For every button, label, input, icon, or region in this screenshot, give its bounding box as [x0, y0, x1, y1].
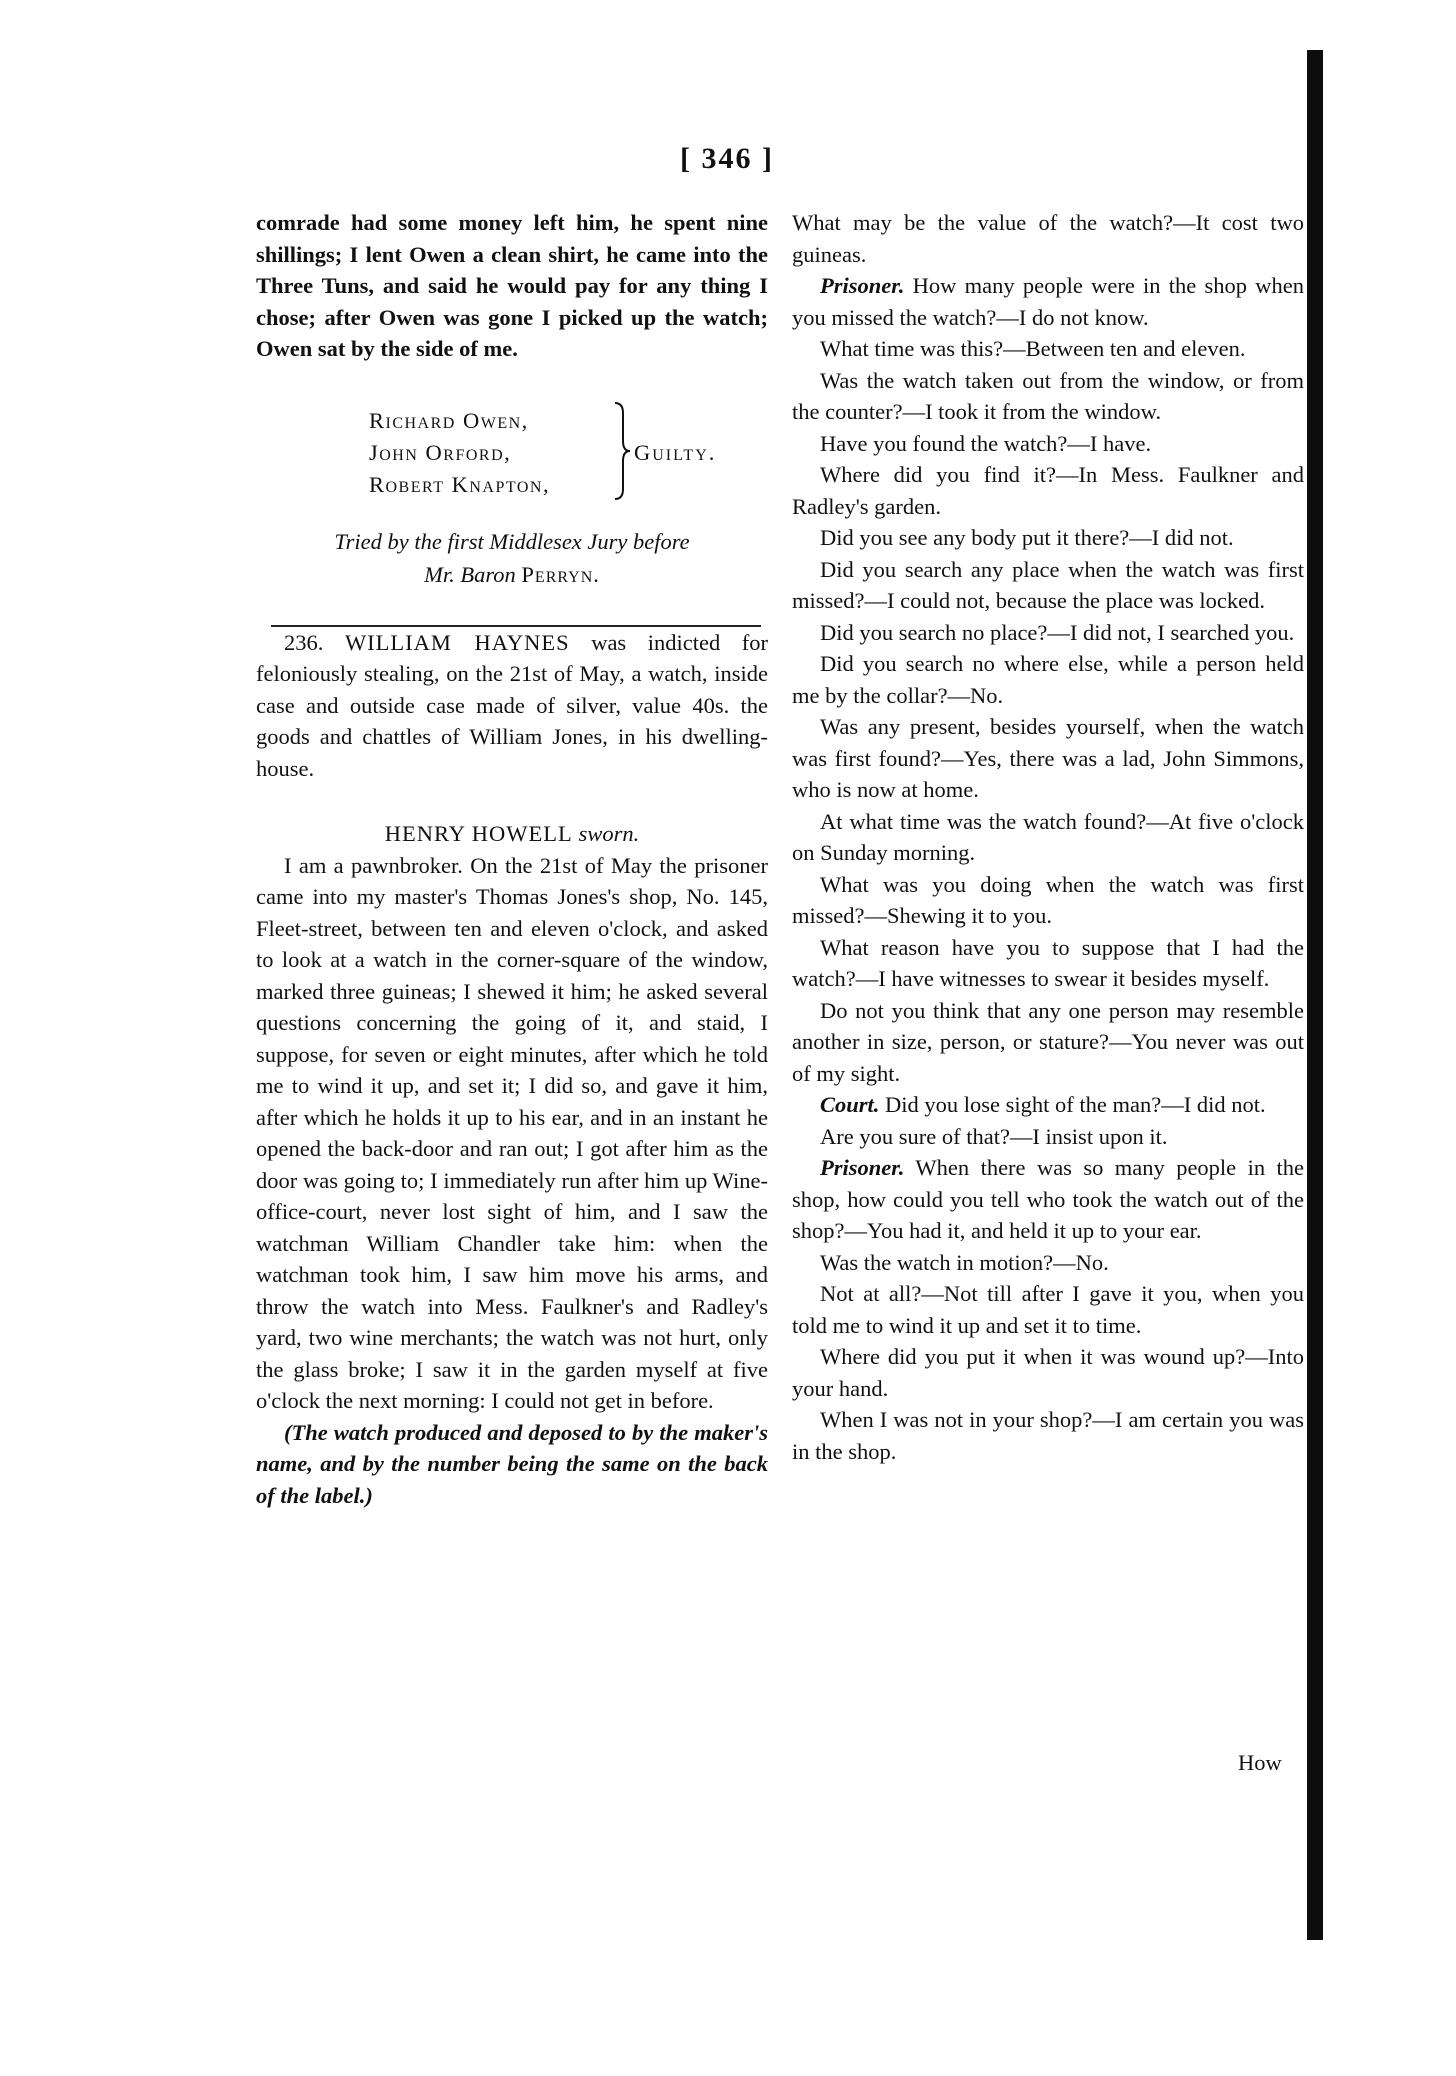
- qa-paragraph: [792, 648, 1304, 711]
- qa-paragraph: [792, 869, 1304, 932]
- qa-text: What reason have you to suppose that I had the watch?—I have witnesses to swear it besides myself.: [792, 934, 1304, 991]
- qa-paragraph: [792, 554, 1304, 617]
- qa-paragraph: [792, 1152, 1304, 1247]
- tried-judge-name: Perryn.: [521, 561, 600, 587]
- qa-paragraph: [792, 428, 1304, 460]
- case-defendant: WILLIAM HAYNES: [344, 629, 570, 655]
- tried-judge-title: Mr. Baron: [424, 561, 516, 587]
- brace-icon: [613, 401, 631, 501]
- qa-text: Was any present, besides yourself, when the watch was first found?—Yes, there was a lad, John Simmons, who is now at home.: [792, 714, 1304, 802]
- qa-paragraph: [792, 1089, 1304, 1121]
- tried-before: [256, 525, 768, 591]
- qa-paragraph: [792, 932, 1304, 995]
- left-column: [256, 207, 768, 1511]
- defendant-name: John Orford,: [369, 439, 512, 465]
- qa-paragraph: [792, 459, 1304, 522]
- qa-text: Did you search any place when the watch was first missed?—I could not, because the place was locked.: [792, 556, 1304, 613]
- qa-paragraph: [792, 995, 1304, 1090]
- qa-text: How many people were in the shop when you missed the watch?—I do not know.: [792, 273, 1304, 330]
- qa-text: Did you lose sight of the man?—I did not.: [879, 1092, 1266, 1117]
- page-number: [ 346 ]: [680, 142, 774, 175]
- qa-text: Did you search no place?—I did not, I searched you.: [820, 619, 1295, 645]
- qa-text: What may be the value of the watch?—It cost two guineas.: [792, 210, 1304, 267]
- defendant-name: Robert Knapton,: [369, 471, 551, 497]
- witness-sworn: sworn.: [578, 821, 640, 846]
- right-column: [792, 207, 1304, 1467]
- defendant-names: [369, 405, 550, 501]
- catchword: How: [1238, 1750, 1282, 1775]
- qa-paragraph: [792, 333, 1304, 365]
- speaker-label: Court.: [820, 1092, 880, 1117]
- speaker-label: Prisoner.: [820, 273, 905, 298]
- qa-paragraph: [792, 1278, 1304, 1341]
- qa-text: Not at all?—Not till after I gave it you, when you told me to wind it up and set it to time.: [792, 1281, 1304, 1338]
- qa-text: When there was so many people in the shop, how could you tell who took the watch out of the shop?—You had it, and held it up to your ear.: [792, 1155, 1304, 1243]
- defendant-name: Richard Owen,: [369, 407, 529, 433]
- qa-paragraph: [792, 1404, 1304, 1467]
- opening-paragraph: comrade had some money left him, he spent nine shillings; I lent Owen a clean shirt, he came into the Three Tuns, and said he would pay for any thing I chose; after Owen was gone I picked up the watch; Owen sat by the side of me.: [256, 210, 768, 361]
- witness-name: HENRY HOWELL: [384, 821, 572, 846]
- case-number: 236.: [284, 629, 324, 655]
- qa-paragraph: [792, 1247, 1304, 1279]
- qa-paragraph: [792, 711, 1304, 806]
- tried-line-1: Tried by the first Middlesex Jury before: [334, 528, 690, 554]
- qa-text: Where did you put it when it was wound up?—Into your hand.: [792, 1344, 1304, 1401]
- qa-paragraph: [792, 1121, 1304, 1153]
- qa-text: At what time was the watch found?—At five o'clock on Sunday morning.: [792, 808, 1304, 865]
- evidence-note: (The watch produced and deposed to by the maker's name, and by the number being the same on the back of the label.): [256, 1419, 768, 1508]
- verdict-block: [256, 401, 768, 511]
- qa-paragraph: [792, 1341, 1304, 1404]
- qa-text: When I was not in your shop?—I am certain you was in the shop.: [792, 1407, 1304, 1464]
- case-text: was indicted for feloniously stealing, on the 21st of May, a watch, inside case and outside case made of silver, value 40s. the goods and chattles of William Jones, in his dwelling-house.: [256, 629, 768, 781]
- qa-text: Was the watch taken out from the window, or from the counter?—I took it from the window.: [792, 367, 1304, 424]
- witness-testimony: I am a pawnbroker. On the 21st of May the prisoner came into my master's Thomas Jones's shop, No. 145, Fleet-street, between ten and eleven o'clock, and asked to look at a watch in the corner-square of the window, marked three guineas; I shewed it him; he asked several questions concerning the going of it, and staid, I suppose, for seven or eight minutes, after which he told me to wind it up, and set it; I did so, and gave it him, after which he holds it up to his ear, and in an instant he opened the back-door and ran out; I got after him as the door was going to; I immediately run after him up Wine-office-court, never lost sight of him, and I saw the watchman William Chandler take him: when the watchman took him, I saw him move his arms, and throw the watch into Mess. Faulkner's and Radley's yard, two wine merchants; the watch was not hurt, only the glass broke; I saw it in the garden myself at five o'clock the next morning: I could not get in before.: [256, 852, 768, 1413]
- qa-text: Have you found the watch?—I have.: [820, 430, 1152, 456]
- tried-line-2: [256, 558, 768, 591]
- qa-paragraph: [792, 522, 1304, 554]
- qa-text: Was the watch in motion?—No.: [820, 1249, 1109, 1275]
- qa-paragraph: [792, 617, 1304, 649]
- qa-text: What time was this?—Between ten and eleven.: [820, 336, 1246, 361]
- qa-text: Do not you think that any one person may resemble another in size, person, or stature?—You never was out of my sight.: [792, 997, 1304, 1086]
- qa-paragraph: [792, 806, 1304, 869]
- qa-paragraph: [792, 270, 1304, 333]
- qa-paragraph: [792, 207, 1304, 270]
- qa-text: Are you sure of that?—I insist upon it.: [820, 1123, 1168, 1149]
- qa-text: Where did you find it?—In Mess. Faulkner and Radley's garden.: [792, 462, 1304, 519]
- qa-text: Did you see any body put it there?—I did not.: [820, 525, 1234, 550]
- qa-text: What was you doing when the watch was first missed?—Shewing it to you.: [792, 871, 1304, 928]
- qa-text: Did you search no where else, while a person held me by the collar?—No.: [792, 651, 1304, 708]
- qa-paragraph: [792, 365, 1304, 428]
- binding-edge-shadow: [1307, 50, 1323, 1940]
- case-indictment: [256, 627, 768, 785]
- witness-heading: [256, 818, 768, 850]
- verdict-result: Guilty.: [634, 439, 717, 465]
- speaker-label: Prisoner.: [820, 1155, 905, 1180]
